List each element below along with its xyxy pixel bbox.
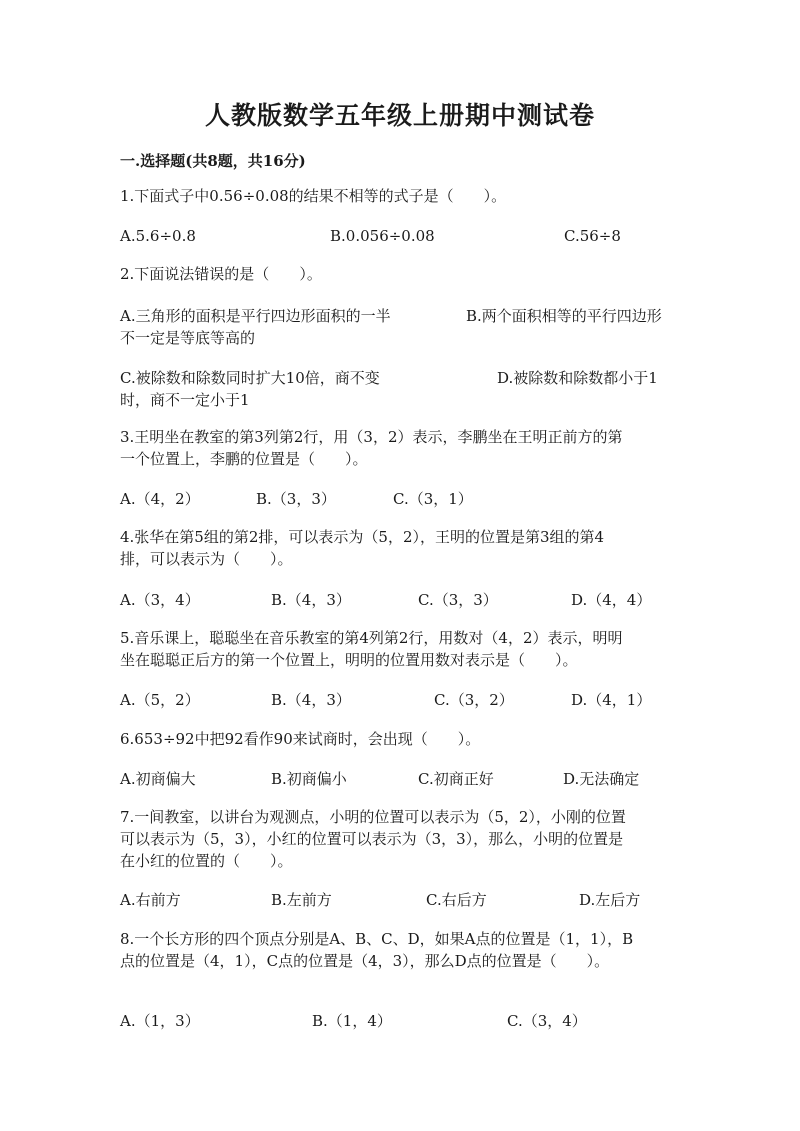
question-6-option-c: C.初商正好 [418, 770, 494, 788]
question-7-line-2: 可以表示为（5，3），小红的位置可以表示为（3，3），那么，小明的位置是 [120, 830, 624, 848]
question-4-option-b: B.（4，3） [271, 591, 351, 609]
question-7-option-b: B.左前方 [271, 891, 332, 909]
question-6-option-d: D.无法确定 [563, 770, 640, 788]
question-7-option-a: A.右前方 [120, 891, 181, 909]
question-6-option-b: B.初商偏小 [271, 770, 347, 788]
page-title: 人教版数学五年级上册期中测试卷 [204, 101, 595, 130]
question-4-option-a: A.（3，4） [120, 591, 200, 609]
question-7-line-3: 在小红的位置的（ ）。 [120, 852, 293, 870]
question-4-line-1: 4.张华在第5组的第2排，可以表示为（5，2），王明的位置是第3组的第4 [120, 528, 605, 546]
question-8-option-b: B.（1，4） [312, 1012, 392, 1030]
question-8-option-a: A.（1，3） [120, 1012, 200, 1030]
question-2-option-b: B.两个面积相等的平行四边形 [466, 307, 662, 325]
question-2-option-b-cont: 不一定是等底等高的 [120, 329, 256, 347]
question-5-line-2: 坐在聪聪正后方的第一个位置上，明明的位置用数对表示是（ ）。 [120, 651, 578, 669]
question-6-option-a: A.初商偏大 [120, 770, 196, 788]
question-5-option-c: C.（3，2） [434, 691, 514, 709]
question-5-option-d: D.（4，1） [571, 691, 652, 709]
question-3-line-1: 3.王明坐在教室的第3列第2行，用（3，2）表示，李鹏坐在王明正前方的第 [120, 428, 623, 446]
question-4-option-c: C.（3，3） [418, 591, 498, 609]
question-6-line-1: 6.653÷92中把92看作90来试商时，会出现（ ）。 [120, 730, 481, 748]
question-8-line-1: 8.一个长方形的四个顶点分别是A、B、C、D，如果A点的位置是（1，1），B [120, 930, 634, 948]
question-8-line-2: 点的位置是（4，1），C点的位置是（4，3），那么D点的位置是（ ）。 [120, 952, 610, 970]
question-2-option-d: D.被除数和除数都小于1 [497, 369, 658, 387]
question-5-option-b: B.（4，3） [271, 691, 351, 709]
question-2-line-1: 2.下面说法错误的是（ ）。 [120, 265, 322, 283]
question-1-line-1: 1.下面式子中0.56÷0.08的结果不相等的式子是（ ）。 [120, 187, 507, 205]
question-4-option-d: D.（4，4） [571, 591, 652, 609]
question-2-option-c: C.被除数和除数同时扩大10倍，商不变 [120, 369, 380, 387]
question-3-option-c: C.（3，1） [393, 490, 473, 508]
question-1-option-b: B.0.056÷0.08 [330, 227, 435, 245]
question-2-option-a: A.三角形的面积是平行四边形面积的一半 [120, 307, 391, 325]
question-5-option-a: A.（5，2） [120, 691, 200, 709]
question-7-option-d: D.左后方 [579, 891, 641, 909]
section-heading: 一.选择题(共8题，共16分) [120, 152, 306, 170]
question-1-option-a: A.5.6÷0.8 [120, 227, 196, 245]
question-7-line-1: 7.一间教室，以讲台为观测点，小明的位置可以表示为（5，2），小刚的位置 [120, 808, 626, 826]
question-5-line-1: 5.音乐课上，聪聪坐在音乐教室的第4列第2行，用数对（4，2）表示，明明 [120, 629, 623, 647]
question-2-option-d-cont: 时，商不一定小于1 [120, 391, 250, 409]
question-3-option-a: A.（4，2） [120, 490, 200, 508]
question-8-option-c: C.（3，4） [507, 1012, 587, 1030]
question-3-line-2: 一个位置上，李鹏的位置是（ ）。 [120, 450, 368, 468]
question-1-option-c: C.56÷8 [564, 227, 621, 245]
question-7-option-c: C.右后方 [426, 891, 487, 909]
question-4-line-2: 排，可以表示为（ ）。 [120, 550, 293, 568]
question-3-option-b: B.（3，3） [256, 490, 336, 508]
